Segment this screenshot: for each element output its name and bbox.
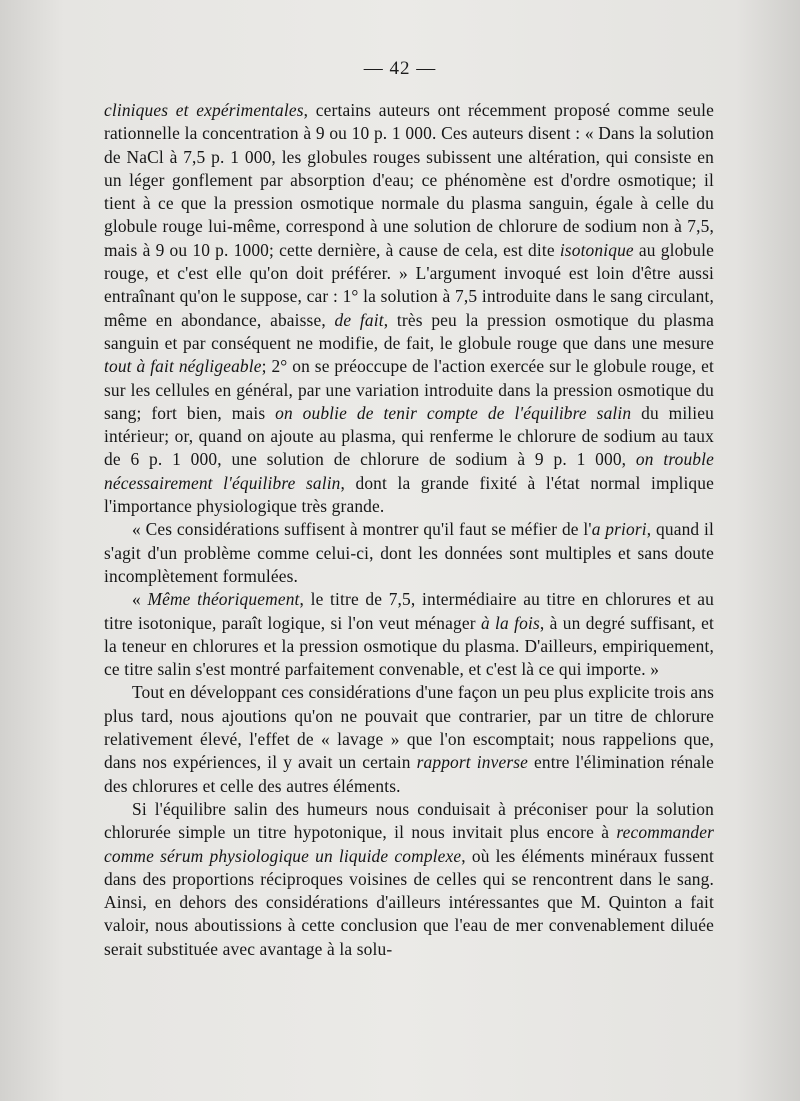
italic-text: à la fois (480, 612, 540, 633)
text-run: Si l'équilibre salin des humeurs nous conduisait à préconiser pour la solution chlorurée simple un titre hypotonique, il nous invitait plus encore à (104, 798, 714, 843)
text-run: , dont la grande fixité à l'état normal implique l'importance physiologique très grande. (104, 472, 714, 517)
text-run: , à un degré suffisant, et la teneur en chlorures et la pression osmotique du plasma. D'ailleurs, empiriquement, ce titre salin s'est montré parfaitement convenable, et c'est là ce qui importe. » (104, 612, 714, 680)
page-number: — 42 — (363, 58, 437, 79)
text-run: « Ces considérations suffisent à montrer qu'il faut se méfier de l' (132, 519, 592, 540)
italic-text: isotonique (559, 239, 634, 260)
paragraph (104, 681, 714, 797)
italic-text: a priori (591, 519, 647, 540)
paragraph (104, 588, 714, 681)
italic-text: recommander comme sérum physiologique un liquide complexe (104, 822, 714, 866)
text-run: « (132, 589, 148, 610)
text-run: , où les éléments minéraux fussent dans des proportions réciproques voisines de celles qui se rencontrent dans le sang. Ainsi, en dehors des considérations d'ailleurs intéressantes que M. Quinton a fait valoir, nous aboutissions à cette conclusion que l'eau de mer convenablement diluée serait substituée avec avantage à la solu- (104, 845, 714, 959)
paragraph (104, 99, 714, 518)
italic-text: on trouble nécessairement l'équilibre salin (104, 449, 714, 493)
italic-text: tout à fait négligeable (104, 356, 262, 377)
text-run: , quand il s'agit d'un problème comme celui-ci, dont les données sont multiples et sans doute incomplètement formulées. (104, 519, 714, 586)
italic-text: Même théoriquement (147, 589, 300, 610)
italic-text: rapport inverse (416, 752, 529, 773)
text-run: ; 2° on se préoccupe de l'action exercée sur le globule rouge, et sur les cellules en général, par une variation introduite dans la pression osmotique du sang; fort bien, mais (104, 356, 714, 423)
text-run: au globule rouge, et c'est elle qu'on doit préférer. » L'argument invoqué est loin d'être aussi entraînant qu'on le suppose, car : 1° la solution à 7,5 introduite dans le sang circulant, même en abondance, abaisse, (104, 239, 714, 330)
body-text (104, 99, 714, 961)
text-run: du milieu intérieur; or, quand on ajoute au plasma, qui renferme le chlorure de sodium au taux de 6 p. 1 000, une solution de chlorure de sodium à 9 p. 1 000, (104, 402, 714, 470)
text-run: , le titre de 7,5, intermédiaire au titre en chlorures et au titre isotonique, paraît logique, si l'on veut ménager (104, 589, 714, 633)
paragraph (104, 518, 714, 588)
italic-text: de fait (334, 309, 384, 330)
italic-text: on oublie de tenir compte de l'équilibre salin (275, 402, 632, 423)
text-run: , très peu la pression osmotique du plasma sanguin et par conséquent ne modifie, de fait, le globule rouge que dans une mesure (104, 309, 714, 353)
italic-text: cliniques et expérimentales (104, 100, 304, 120)
text-run: , certains auteurs ont récemment proposé comme seule rationnelle la concentration à 9 ou 10 p. 1 000. Ces auteurs disent : « Dans la solution de NaCl à 7,5 p. 1 000, les globules rouges subissent une altération, qui consiste en un léger gonflement par absorption d'eau; ce phénomène est d'ordre osmotique; il tient à ce que la pression osmotique normale du plasma sanguin, égale à celle du globule rouge lui-même, correspond à une solution de chlorure de sodium non à 7,5, mais à 9 ou 10 p. 1000; cette dernière, à cause de cela, est dite (104, 100, 714, 260)
paragraph (104, 798, 714, 961)
text-run: Tout en développant ces considérations d'une façon un peu plus explicite trois ans plus tard, nous ajoutions qu'on ne pouvait que contrarier, par un titre de chlorure relativement élevé, l'effet de « lavage » que l'on escomptait; nous rappelions que, dans nos expériences, il y avait un certain (104, 682, 714, 773)
text-run: entre l'élimination rénale des chlorures et celle des autres éléments. (104, 752, 715, 796)
